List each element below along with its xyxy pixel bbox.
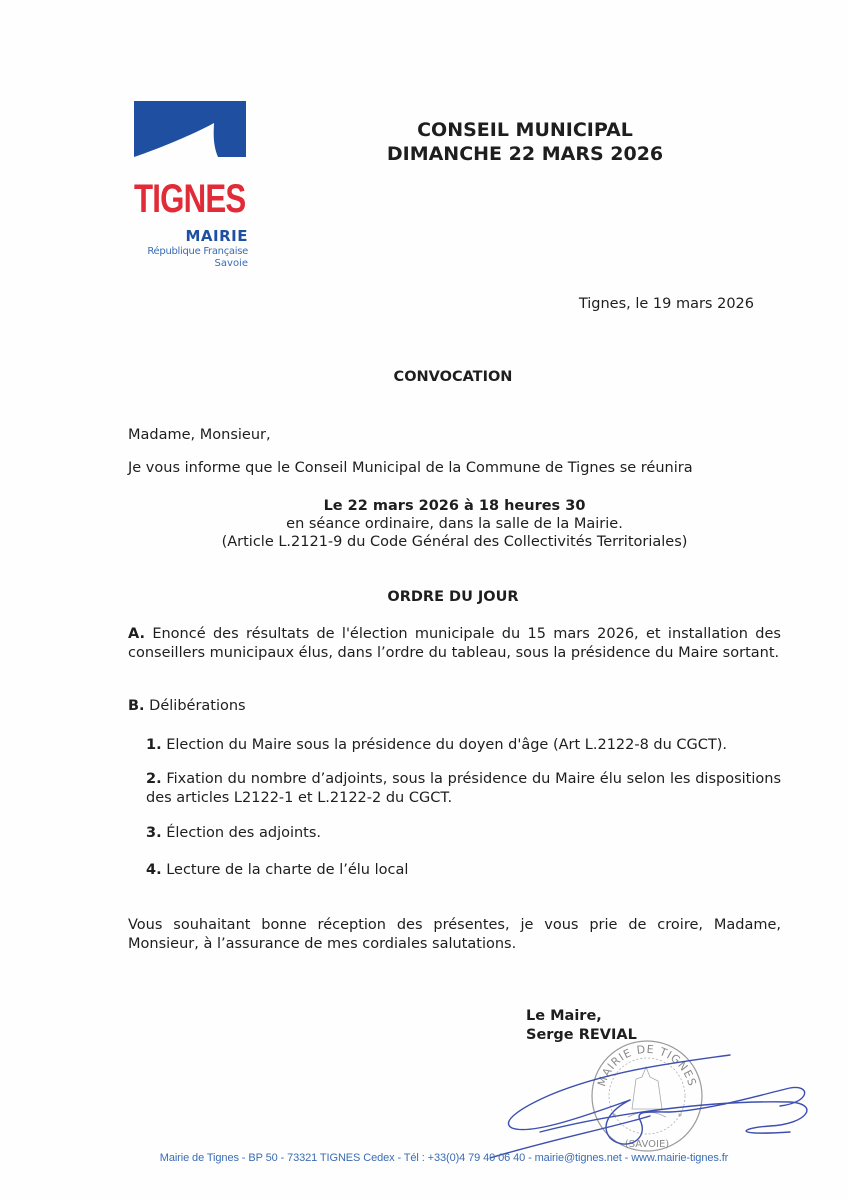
title-line-1: CONSEIL MUNICIPAL: [417, 119, 633, 141]
signatory-name: Serge REVIAL: [526, 1027, 637, 1043]
signatory-role: Le Maire,: [526, 1008, 602, 1024]
meeting-details: [128, 497, 781, 551]
footer-text: Mairie de Tignes - BP 50 - 73321 TIGNES Cedex - Tél : +33(0)4 79 40 06 40 - mairie@tignes.net - www.mairie-tignes.fr: [159, 1152, 729, 1164]
section-b-label: B.: [128, 698, 145, 714]
item-1-label: 1.: [146, 737, 162, 753]
agenda-section-b: [128, 697, 781, 716]
meeting-datetime: Le 22 mars 2026 à 18 heures 30: [323, 498, 586, 514]
convocation-heading: CONVOCATION: [393, 369, 513, 385]
section-b-text: Délibérations: [144, 698, 246, 714]
handwritten-signature-icon: [490, 1040, 820, 1160]
mountain-logo-icon: [134, 101, 246, 157]
agenda-item-4: [146, 861, 781, 880]
agenda-heading: ORDRE DU JOUR: [387, 589, 519, 605]
meeting-legal-reference: (Article L.2121-9 du Code Général des Collectivités Territoriales): [221, 534, 688, 550]
closing-paragraph: Vous souhaitant bonne réception des présentes, je vous prie de croire, Madame, Monsieur, à l’assurance de mes cordiales salutations.: [128, 917, 781, 952]
intro-paragraph: Je vous informe que le Conseil Municipal de la Commune de Tignes se réunira: [128, 460, 693, 476]
item-1-text: Election du Maire sous la présidence du doyen d'âge (Art L.2122-8 du CGCT).: [161, 737, 728, 753]
salutation: Madame, Monsieur,: [128, 427, 271, 443]
meeting-location: en séance ordinaire, dans la salle de la Mairie.: [286, 516, 623, 532]
title-line-2: DIMANCHE 22 MARS 2026: [386, 143, 664, 165]
agenda-item-1: [146, 736, 781, 755]
stamp-bottom-text: (SAVOIE): [624, 1139, 670, 1150]
agenda-section-a: [128, 625, 781, 663]
logo-tignes-wordmark: TIGNES: [134, 177, 246, 221]
item-2-text: Fixation du nombre d’adjoints, sous la présidence du Maire élu selon les dispositions des articles L2122-1 et L.2122-2 du CGCT.: [146, 771, 781, 806]
logo-republique: République Française: [147, 246, 248, 257]
agenda-item-3: [146, 824, 781, 843]
agenda-item-2: [146, 770, 781, 808]
section-a-text: Enoncé des résultats de l'élection municipale du 15 mars 2026, et installation des conseillers municipaux élus, dans l’ordre du tableau, sous la présidence du Maire sortant.: [128, 626, 781, 661]
tignes-logo: [134, 101, 248, 269]
svg-text:MAIRIE DE TIGNES: MAIRIE DE TIGNES: [595, 1042, 699, 1089]
svg-text:*: *: [612, 1112, 616, 1121]
svg-text:*: *: [678, 1112, 682, 1121]
page-title: [330, 118, 720, 166]
footer-contact: [0, 1152, 848, 1164]
item-3-text: Élection des adjoints.: [161, 825, 322, 841]
item-2-label: 2.: [146, 771, 162, 787]
item-3-label: 3.: [146, 825, 162, 841]
logo-savoie: Savoie: [214, 258, 248, 269]
section-a-label: A.: [128, 626, 145, 642]
date-line: Tignes, le 19 mars 2026: [578, 296, 754, 312]
logo-mairie-label: MAIRIE: [185, 227, 248, 245]
item-4-text: Lecture de la charte de l’élu local: [161, 862, 409, 878]
item-4-label: 4.: [146, 862, 162, 878]
